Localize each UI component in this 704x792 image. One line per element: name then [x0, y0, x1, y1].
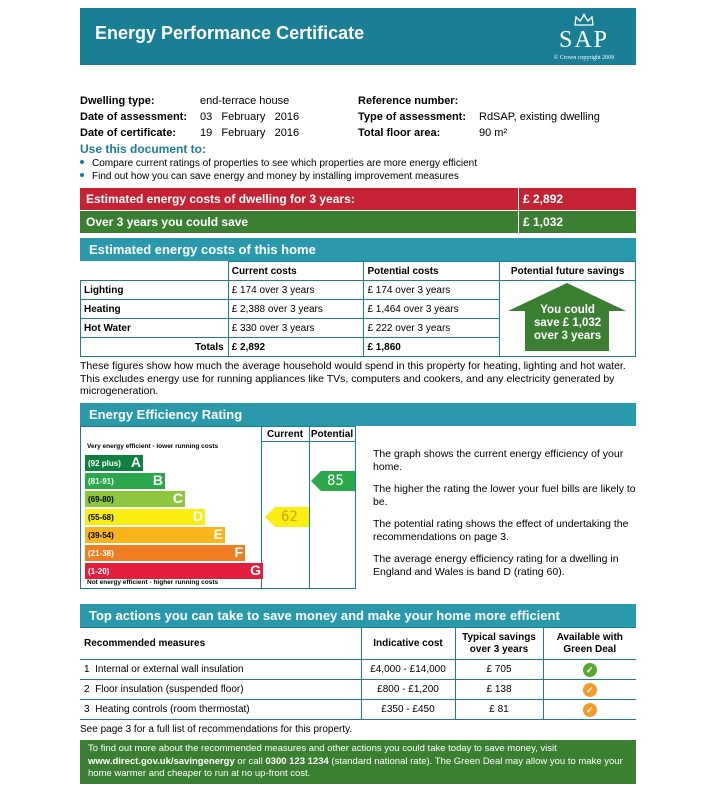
- col-savings-line: over 3 years: [469, 643, 529, 655]
- certificate-date-label: Date of certificate:: [80, 127, 176, 139]
- table-row: [80, 700, 636, 720]
- description-paragraph: The potential rating shows the effect of undertaking the recommendations on page 3.: [373, 518, 629, 543]
- green-deal-cell: [543, 660, 636, 680]
- bullet-icon: [80, 160, 84, 164]
- dwelling-type-label: Dwelling type:: [80, 95, 155, 107]
- use-heading: Use this document to:: [80, 142, 207, 156]
- band-range: (1-20): [88, 567, 110, 576]
- rating-band-e: [85, 527, 225, 543]
- table-row: [81, 281, 636, 300]
- assessment-date-label: Date of assessment:: [80, 111, 187, 123]
- green-deal-footer: [80, 740, 636, 784]
- band-range: (81-91): [88, 477, 114, 486]
- floor-area-value: 90 m²: [479, 127, 508, 139]
- band-range: (69-80): [88, 495, 114, 504]
- row-label: Lighting: [81, 281, 229, 300]
- estimated-cost-label: Estimated energy costs of dwelling for 3 years:: [86, 192, 355, 206]
- saving-cell: £ 138: [455, 680, 543, 700]
- assessment-date-value: 03 February 2016: [200, 111, 300, 123]
- header-divider: [261, 441, 355, 442]
- col-deal-line: Green Deal: [563, 643, 617, 655]
- band-range: (92 plus): [88, 459, 121, 468]
- rating-band-g: [85, 563, 263, 579]
- bullet-text: Compare current ratings of properties to see which properties are more energy efficient: [92, 158, 478, 169]
- certificate-date-value: 19 February 2016: [200, 127, 300, 139]
- table-row: [80, 660, 636, 680]
- rating-band-b: [85, 473, 165, 489]
- cost-cell: £800 - £1,200: [361, 680, 455, 700]
- rating-band-f: [85, 545, 245, 561]
- current-cost-cell: £ 174 over 3 years: [228, 281, 364, 300]
- bullet-icon: [80, 173, 84, 177]
- band-letter: A: [130, 454, 141, 470]
- measure-number: 3: [84, 704, 90, 715]
- measure-name: Internal or external wall insulation: [95, 664, 244, 675]
- costs-section-header: [80, 238, 636, 261]
- measure-name: Floor insulation (suspended floor): [95, 684, 244, 695]
- band-range: (39-54): [88, 531, 114, 540]
- efficiency-chart: [80, 426, 356, 589]
- estimated-cost-value: £ 2,892: [518, 188, 563, 210]
- band-letter: B: [152, 472, 163, 488]
- col-green-deal: [543, 628, 636, 660]
- costs-note: These figures show how much the average household would spend in this property for heating, lighting and hot water. This excludes energy use for running appliances like TVs, computers and cookers, and any electricity generated by microgeneration.: [80, 360, 626, 397]
- saving-cell: £ 81: [455, 700, 543, 720]
- costs-heading: Estimated energy costs of this home: [89, 242, 316, 257]
- col-savings: [455, 628, 543, 660]
- band-letter: G: [250, 562, 261, 578]
- rating-description: [373, 448, 643, 578]
- assessment-type-label: Type of assessment:: [358, 111, 467, 123]
- savings-bar: [80, 211, 636, 233]
- potential-cost-cell: £ 1,464 over 3 years: [364, 300, 500, 319]
- col-current: Current: [266, 429, 304, 440]
- current-marker-value: 62: [281, 509, 298, 525]
- potential-marker-value: 85: [327, 473, 344, 489]
- description-paragraph: The average energy efficiency rating for a dwelling in England and Wales is band D (rating 60).: [373, 553, 619, 578]
- column-divider: [309, 427, 310, 588]
- check-icon: ✓: [583, 663, 597, 677]
- table-row: [80, 680, 636, 700]
- actions-table: [80, 627, 636, 720]
- cost-cell: £4,000 - £14,000: [361, 660, 455, 680]
- cost-cell: £350 - £450: [361, 700, 455, 720]
- arrow-line: save £ 1,032: [534, 317, 602, 329]
- bullet-text: Find out how you can save energy and money by installing improvement measures: [92, 171, 459, 182]
- reference-label: Reference number:: [358, 95, 459, 107]
- savings-arrow-cell: [500, 281, 636, 357]
- sap-logo-text: SAP: [558, 27, 610, 53]
- row-label: Hot Water: [81, 319, 229, 338]
- saving-cell: £ 705: [455, 660, 543, 680]
- rating-band-d: [85, 509, 205, 525]
- sap-logo: [544, 13, 624, 63]
- band-letter: E: [213, 526, 223, 542]
- assessment-type-value: RdSAP, existing dwelling: [479, 111, 600, 123]
- check-icon: ✓: [583, 683, 597, 697]
- details-left: [80, 95, 299, 143]
- certificate-header: [80, 8, 636, 65]
- arrow-line: You could: [540, 304, 595, 316]
- potential-rating-marker: [311, 471, 355, 496]
- rating-heading: Energy Efficiency Rating: [89, 407, 243, 422]
- actions-section-header: [80, 604, 636, 627]
- col-future-savings: Potential future savings: [500, 262, 636, 281]
- band-range: (21-38): [88, 549, 114, 558]
- sap-copyright: © Crown copyright 2009: [553, 55, 615, 61]
- arrow-line: over 3 years: [534, 330, 602, 342]
- col-deal-line: Available with: [556, 631, 623, 643]
- band-letter: D: [192, 508, 203, 524]
- dwelling-type-value: end-terrace house: [200, 95, 290, 107]
- footer-link[interactable]: www.direct.gov.uk/savingenergy: [88, 755, 235, 767]
- potential-cost-cell: £ 222 over 3 years: [364, 319, 500, 338]
- measure-number: 2: [84, 684, 90, 695]
- current-cost-cell: £ 2,388 over 3 years: [228, 300, 364, 319]
- crown-icon: [573, 13, 595, 27]
- costs-table: [80, 261, 636, 357]
- check-icon: ✓: [583, 703, 597, 717]
- footer-text: To find out more about the recommended measures and other actions you could take today to save money, visit: [88, 743, 557, 754]
- col-savings-line: Typical savings: [462, 631, 536, 643]
- col-potential-costs: Potential costs: [364, 262, 500, 281]
- row-label: Heating: [81, 300, 229, 319]
- footer-phone: 0300 123 1234: [265, 755, 329, 767]
- band-range: (55-68): [88, 513, 114, 522]
- footer-text: (standard national rate). The Green Deal may allow you to make your home warmer and cheaper to run at no up-front cost.: [88, 755, 623, 779]
- estimated-cost-bar: [80, 188, 636, 210]
- band-letter: C: [172, 490, 183, 506]
- col-measures: Recommended measures: [80, 628, 361, 660]
- use-bullet: [80, 171, 459, 182]
- rating-band-a: [85, 455, 143, 471]
- total-potential: £ 1,860: [364, 338, 500, 357]
- col-cost: Indicative cost: [361, 628, 455, 660]
- col-current-costs: Current costs: [228, 262, 364, 281]
- inefficient-note: Not energy efficient - higher running costs: [87, 579, 219, 586]
- actions-heading: Top actions you can take to save money and make your home more efficient: [89, 608, 560, 623]
- page-title: Energy Performance Certificate: [95, 23, 365, 43]
- footer-text: or call: [234, 755, 266, 767]
- potential-cost-cell: £ 174 over 3 years: [364, 281, 500, 300]
- measure-cell: [80, 680, 361, 700]
- details-right: [358, 95, 600, 143]
- description-paragraph: The higher the rating the lower your fuel bills are likely to be.: [373, 483, 636, 508]
- green-deal-cell: [543, 700, 636, 720]
- measure-cell: [80, 700, 361, 720]
- band-letter: F: [234, 544, 243, 560]
- col-potential: Potential: [310, 429, 354, 440]
- see-page-note: See page 3 for a full list of recommendations for this property.: [80, 724, 353, 735]
- rating-section-header: [80, 403, 636, 426]
- measure-name: Heating controls (room thermostat): [95, 704, 250, 715]
- use-bullet: [80, 158, 477, 169]
- rating-band-c: [85, 491, 185, 507]
- description-paragraph: The graph shows the current energy efficiency of your home.: [373, 448, 624, 473]
- measure-number: 1: [84, 664, 90, 675]
- savings-value: £ 1,032: [518, 211, 563, 233]
- current-rating-marker: [265, 507, 309, 532]
- totals-label: Totals: [81, 338, 229, 357]
- efficient-note: Very energy efficient - lower running costs: [87, 443, 219, 450]
- savings-arrow-text: [500, 304, 635, 343]
- current-cost-cell: £ 330 over 3 years: [228, 319, 364, 338]
- floor-area-label: Total floor area:: [358, 127, 441, 139]
- measure-cell: [80, 660, 361, 680]
- total-current: £ 2,892: [228, 338, 364, 357]
- savings-label: Over 3 years you could save: [86, 215, 249, 229]
- green-deal-cell: [543, 680, 636, 700]
